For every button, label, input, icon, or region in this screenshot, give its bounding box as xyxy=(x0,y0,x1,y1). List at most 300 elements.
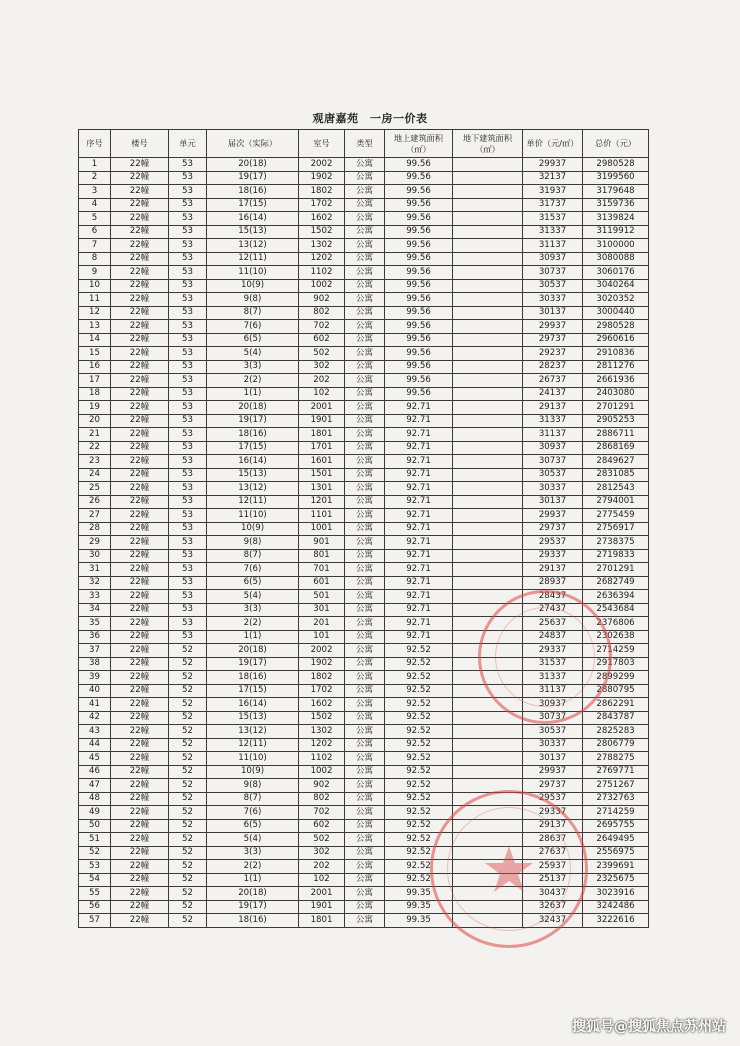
cell-unit: 52 xyxy=(169,752,207,766)
cell-unit: 53 xyxy=(169,225,207,239)
cell-above-area: 92.71 xyxy=(385,590,453,604)
cell-total-price: 3020352 xyxy=(583,293,649,307)
cell-floor: 7(6) xyxy=(207,806,299,820)
cell-unit-price: 26737 xyxy=(523,374,583,388)
cell-total-price: 2960616 xyxy=(583,333,649,347)
cell-unit: 53 xyxy=(169,563,207,577)
cell-room: 102 xyxy=(299,387,345,401)
cell-type: 公寓 xyxy=(345,495,385,509)
cell-floor: 5(4) xyxy=(207,590,299,604)
cell-index: 19 xyxy=(79,401,111,415)
cell-building: 22幢 xyxy=(111,711,169,725)
cell-unit-price: 30937 xyxy=(523,698,583,712)
cell-type: 公寓 xyxy=(345,873,385,887)
cell-floor: 8(7) xyxy=(207,306,299,320)
cell-room: 1001 xyxy=(299,522,345,536)
cell-room: 1501 xyxy=(299,468,345,482)
cell-index: 22 xyxy=(79,441,111,455)
cell-total-price: 2788275 xyxy=(583,752,649,766)
cell-building: 22幢 xyxy=(111,752,169,766)
cell-room: 802 xyxy=(299,792,345,806)
cell-unit-price: 29337 xyxy=(523,549,583,563)
cell-floor: 17(15) xyxy=(207,441,299,455)
table-row xyxy=(79,387,649,401)
cell-total-price: 3222616 xyxy=(583,914,649,928)
cell-above-area: 92.71 xyxy=(385,576,453,590)
cell-type: 公寓 xyxy=(345,225,385,239)
cell-index: 28 xyxy=(79,522,111,536)
cell-room: 1602 xyxy=(299,698,345,712)
cell-floor: 19(17) xyxy=(207,171,299,185)
cell-unit: 53 xyxy=(169,387,207,401)
cell-floor: 8(7) xyxy=(207,549,299,563)
cell-above-area: 92.71 xyxy=(385,441,453,455)
cell-above-area: 92.52 xyxy=(385,671,453,685)
cell-index: 1 xyxy=(79,158,111,172)
cell-above-area: 92.71 xyxy=(385,428,453,442)
cell-type: 公寓 xyxy=(345,711,385,725)
cell-type: 公寓 xyxy=(345,185,385,199)
cell-unit: 52 xyxy=(169,833,207,847)
cell-total-price: 2719833 xyxy=(583,549,649,563)
cell-above-area: 99.56 xyxy=(385,239,453,253)
cell-above-area: 92.52 xyxy=(385,806,453,820)
cell-room: 302 xyxy=(299,846,345,860)
cell-below-area xyxy=(453,536,523,550)
table-row xyxy=(79,374,649,388)
cell-unit: 52 xyxy=(169,819,207,833)
cell-above-area: 92.52 xyxy=(385,725,453,739)
cell-floor: 13(12) xyxy=(207,239,299,253)
table-row xyxy=(79,482,649,496)
cell-type: 公寓 xyxy=(345,455,385,469)
cell-below-area xyxy=(453,752,523,766)
cell-type: 公寓 xyxy=(345,212,385,226)
cell-floor: 10(9) xyxy=(207,765,299,779)
cell-index: 5 xyxy=(79,212,111,226)
cell-room: 802 xyxy=(299,306,345,320)
cell-type: 公寓 xyxy=(345,644,385,658)
cell-unit: 52 xyxy=(169,806,207,820)
cell-total-price: 2701291 xyxy=(583,563,649,577)
cell-floor: 20(18) xyxy=(207,887,299,901)
cell-unit-price: 29937 xyxy=(523,320,583,334)
cell-building: 22幢 xyxy=(111,792,169,806)
cell-above-area: 92.52 xyxy=(385,792,453,806)
cell-unit-price: 30937 xyxy=(523,441,583,455)
cell-total-price: 2756917 xyxy=(583,522,649,536)
cell-type: 公寓 xyxy=(345,468,385,482)
cell-unit: 52 xyxy=(169,873,207,887)
cell-index: 43 xyxy=(79,725,111,739)
cell-above-area: 99.35 xyxy=(385,914,453,928)
cell-above-area: 99.56 xyxy=(385,347,453,361)
cell-below-area xyxy=(453,428,523,442)
table-row xyxy=(79,360,649,374)
col-header-room: 室号 xyxy=(299,130,345,158)
cell-room: 1801 xyxy=(299,428,345,442)
cell-floor: 18(16) xyxy=(207,914,299,928)
cell-type: 公寓 xyxy=(345,293,385,307)
cell-above-area: 99.56 xyxy=(385,266,453,280)
cell-total-price: 2811276 xyxy=(583,360,649,374)
cell-floor: 2(2) xyxy=(207,374,299,388)
cell-total-price: 3080088 xyxy=(583,252,649,266)
cell-floor: 5(4) xyxy=(207,833,299,847)
cell-index: 33 xyxy=(79,590,111,604)
cell-total-price: 2701291 xyxy=(583,401,649,415)
cell-index: 27 xyxy=(79,509,111,523)
table-row xyxy=(79,522,649,536)
cell-unit: 52 xyxy=(169,846,207,860)
cell-type: 公寓 xyxy=(345,738,385,752)
cell-index: 23 xyxy=(79,455,111,469)
table-row xyxy=(79,725,649,739)
cell-above-area: 92.71 xyxy=(385,509,453,523)
cell-building: 22幢 xyxy=(111,900,169,914)
cell-above-area: 92.71 xyxy=(385,401,453,415)
cell-above-area: 92.52 xyxy=(385,657,453,671)
cell-total-price: 2831085 xyxy=(583,468,649,482)
cell-type: 公寓 xyxy=(345,590,385,604)
cell-unit-price: 31537 xyxy=(523,212,583,226)
cell-type: 公寓 xyxy=(345,617,385,631)
cell-above-area: 92.71 xyxy=(385,603,453,617)
cell-floor: 12(11) xyxy=(207,252,299,266)
cell-building: 22幢 xyxy=(111,779,169,793)
cell-below-area xyxy=(453,468,523,482)
cell-below-area xyxy=(453,495,523,509)
cell-index: 4 xyxy=(79,198,111,212)
cell-total-price: 2849627 xyxy=(583,455,649,469)
cell-room: 702 xyxy=(299,806,345,820)
cell-unit-price: 29937 xyxy=(523,158,583,172)
cell-total-price: 3100000 xyxy=(583,239,649,253)
table-row xyxy=(79,266,649,280)
cell-building: 22幢 xyxy=(111,266,169,280)
cell-below-area xyxy=(453,374,523,388)
cell-above-area: 99.56 xyxy=(385,279,453,293)
cell-room: 2001 xyxy=(299,401,345,415)
cell-below-area xyxy=(453,320,523,334)
cell-unit-price: 30737 xyxy=(523,455,583,469)
cell-building: 22幢 xyxy=(111,347,169,361)
cell-unit-price: 31137 xyxy=(523,239,583,253)
cell-unit: 53 xyxy=(169,347,207,361)
cell-floor: 1(1) xyxy=(207,873,299,887)
table-row xyxy=(79,738,649,752)
cell-total-price: 3139824 xyxy=(583,212,649,226)
table-row xyxy=(79,576,649,590)
cell-unit: 52 xyxy=(169,914,207,928)
cell-total-price: 2825283 xyxy=(583,725,649,739)
col-header-below-area: 地下建筑面积（㎡） xyxy=(453,130,523,158)
cell-index: 36 xyxy=(79,630,111,644)
table-row xyxy=(79,239,649,253)
cell-building: 22幢 xyxy=(111,738,169,752)
cell-unit-price: 24837 xyxy=(523,630,583,644)
cell-type: 公寓 xyxy=(345,279,385,293)
cell-floor: 7(6) xyxy=(207,563,299,577)
cell-index: 46 xyxy=(79,765,111,779)
cell-type: 公寓 xyxy=(345,320,385,334)
cell-type: 公寓 xyxy=(345,414,385,428)
cell-room: 1502 xyxy=(299,711,345,725)
cell-floor: 1(1) xyxy=(207,387,299,401)
cell-room: 202 xyxy=(299,860,345,874)
cell-total-price: 2862291 xyxy=(583,698,649,712)
cell-index: 14 xyxy=(79,333,111,347)
cell-total-price: 2899299 xyxy=(583,671,649,685)
table-row xyxy=(79,320,649,334)
cell-unit: 52 xyxy=(169,792,207,806)
cell-index: 25 xyxy=(79,482,111,496)
cell-unit: 52 xyxy=(169,671,207,685)
cell-above-area: 99.56 xyxy=(385,185,453,199)
cell-unit: 53 xyxy=(169,171,207,185)
cell-room: 301 xyxy=(299,603,345,617)
cell-total-price: 2403080 xyxy=(583,387,649,401)
cell-room: 502 xyxy=(299,833,345,847)
cell-room: 602 xyxy=(299,333,345,347)
cell-building: 22幢 xyxy=(111,320,169,334)
cell-unit: 52 xyxy=(169,684,207,698)
cell-building: 22幢 xyxy=(111,293,169,307)
cell-total-price: 2794001 xyxy=(583,495,649,509)
cell-index: 57 xyxy=(79,914,111,928)
col-header-floor: 届次（实际） xyxy=(207,130,299,158)
cell-type: 公寓 xyxy=(345,806,385,820)
cell-room: 202 xyxy=(299,374,345,388)
cell-above-area: 92.71 xyxy=(385,563,453,577)
cell-building: 22幢 xyxy=(111,239,169,253)
cell-building: 22幢 xyxy=(111,590,169,604)
col-header-type: 类型 xyxy=(345,130,385,158)
cell-unit-price: 29137 xyxy=(523,563,583,577)
cell-unit-price: 30437 xyxy=(523,887,583,901)
cell-unit-price: 29537 xyxy=(523,536,583,550)
cell-building: 22幢 xyxy=(111,873,169,887)
cell-room: 2002 xyxy=(299,158,345,172)
table-row xyxy=(79,198,649,212)
cell-total-price: 2775459 xyxy=(583,509,649,523)
table-row xyxy=(79,428,649,442)
cell-type: 公寓 xyxy=(345,698,385,712)
company-seal xyxy=(478,590,612,724)
cell-building: 22幢 xyxy=(111,914,169,928)
cell-unit-price: 30337 xyxy=(523,293,583,307)
cell-unit-price: 24137 xyxy=(523,387,583,401)
cell-total-price: 2917803 xyxy=(583,657,649,671)
col-header-unit: 单元 xyxy=(169,130,207,158)
cell-above-area: 99.35 xyxy=(385,900,453,914)
cell-index: 12 xyxy=(79,306,111,320)
cell-above-area: 92.52 xyxy=(385,698,453,712)
cell-above-area: 99.56 xyxy=(385,320,453,334)
cell-type: 公寓 xyxy=(345,819,385,833)
cell-floor: 5(4) xyxy=(207,347,299,361)
cell-unit: 52 xyxy=(169,738,207,752)
cell-type: 公寓 xyxy=(345,158,385,172)
cell-room: 901 xyxy=(299,536,345,550)
cell-index: 2 xyxy=(79,171,111,185)
table-row xyxy=(79,455,649,469)
cell-unit: 52 xyxy=(169,698,207,712)
cell-type: 公寓 xyxy=(345,563,385,577)
cell-above-area: 99.56 xyxy=(385,387,453,401)
cell-floor: 12(11) xyxy=(207,495,299,509)
cell-floor: 16(14) xyxy=(207,698,299,712)
cell-building: 22幢 xyxy=(111,509,169,523)
cell-building: 22幢 xyxy=(111,441,169,455)
cell-unit: 53 xyxy=(169,293,207,307)
cell-floor: 6(5) xyxy=(207,333,299,347)
cell-room: 1201 xyxy=(299,495,345,509)
cell-unit: 52 xyxy=(169,657,207,671)
table-row xyxy=(79,468,649,482)
cell-index: 44 xyxy=(79,738,111,752)
table-header-row xyxy=(79,130,649,158)
cell-unit: 53 xyxy=(169,279,207,293)
cell-floor: 2(2) xyxy=(207,860,299,874)
cell-building: 22幢 xyxy=(111,536,169,550)
cell-type: 公寓 xyxy=(345,549,385,563)
cell-unit-price: 27437 xyxy=(523,603,583,617)
cell-above-area: 92.71 xyxy=(385,414,453,428)
cell-index: 39 xyxy=(79,671,111,685)
cell-unit-price: 31337 xyxy=(523,414,583,428)
cell-floor: 8(7) xyxy=(207,792,299,806)
cell-room: 1701 xyxy=(299,441,345,455)
cell-total-price: 3119912 xyxy=(583,225,649,239)
cell-floor: 3(3) xyxy=(207,846,299,860)
cell-total-price: 2714259 xyxy=(583,806,649,820)
cell-below-area xyxy=(453,401,523,415)
cell-above-area: 99.56 xyxy=(385,374,453,388)
table-row xyxy=(79,509,649,523)
cell-unit: 53 xyxy=(169,401,207,415)
cell-unit-price: 25137 xyxy=(523,873,583,887)
document-title: 观唐嘉苑 一房一价表 xyxy=(312,112,428,125)
cell-unit-price: 30337 xyxy=(523,738,583,752)
cell-room: 1102 xyxy=(299,752,345,766)
cell-unit-price: 30537 xyxy=(523,279,583,293)
cell-index: 8 xyxy=(79,252,111,266)
cell-index: 18 xyxy=(79,387,111,401)
cell-type: 公寓 xyxy=(345,522,385,536)
cell-index: 34 xyxy=(79,603,111,617)
cell-building: 22幢 xyxy=(111,401,169,415)
cell-room: 602 xyxy=(299,819,345,833)
cell-type: 公寓 xyxy=(345,887,385,901)
cell-total-price: 3159736 xyxy=(583,198,649,212)
cell-above-area: 99.56 xyxy=(385,198,453,212)
cell-floor: 20(18) xyxy=(207,401,299,415)
cell-total-price: 2732763 xyxy=(583,792,649,806)
cell-unit: 53 xyxy=(169,590,207,604)
cell-building: 22幢 xyxy=(111,522,169,536)
cell-unit: 53 xyxy=(169,495,207,509)
cell-type: 公寓 xyxy=(345,266,385,280)
cell-room: 1302 xyxy=(299,239,345,253)
cell-unit: 53 xyxy=(169,536,207,550)
cell-below-area xyxy=(453,563,523,577)
cell-room: 1902 xyxy=(299,171,345,185)
cell-type: 公寓 xyxy=(345,441,385,455)
cell-room: 1901 xyxy=(299,414,345,428)
cell-room: 1902 xyxy=(299,657,345,671)
cell-above-area: 92.52 xyxy=(385,738,453,752)
cell-unit: 52 xyxy=(169,887,207,901)
table-row xyxy=(79,779,649,793)
cell-floor: 3(3) xyxy=(207,603,299,617)
cell-unit-price: 31337 xyxy=(523,671,583,685)
cell-floor: 11(10) xyxy=(207,266,299,280)
cell-unit: 53 xyxy=(169,306,207,320)
cell-below-area xyxy=(453,522,523,536)
cell-unit-price: 29737 xyxy=(523,779,583,793)
cell-room: 2002 xyxy=(299,644,345,658)
cell-unit: 53 xyxy=(169,549,207,563)
cell-unit-price: 27637 xyxy=(523,846,583,860)
cell-type: 公寓 xyxy=(345,401,385,415)
seal-inner-ring xyxy=(495,607,595,707)
cell-floor: 19(17) xyxy=(207,900,299,914)
cell-below-area xyxy=(453,765,523,779)
cell-type: 公寓 xyxy=(345,576,385,590)
cell-index: 38 xyxy=(79,657,111,671)
cell-above-area: 92.52 xyxy=(385,873,453,887)
cell-building: 22幢 xyxy=(111,306,169,320)
cell-floor: 18(16) xyxy=(207,428,299,442)
cell-type: 公寓 xyxy=(345,657,385,671)
cell-building: 22幢 xyxy=(111,252,169,266)
cell-type: 公寓 xyxy=(345,252,385,266)
cell-unit-price: 29937 xyxy=(523,765,583,779)
cell-above-area: 99.56 xyxy=(385,360,453,374)
cell-building: 22幢 xyxy=(111,887,169,901)
cell-total-price: 2769771 xyxy=(583,765,649,779)
cell-unit-price: 29337 xyxy=(523,644,583,658)
table-row xyxy=(79,792,649,806)
cell-type: 公寓 xyxy=(345,846,385,860)
cell-floor: 11(10) xyxy=(207,752,299,766)
cell-building: 22幢 xyxy=(111,860,169,874)
cell-unit-price: 30337 xyxy=(523,482,583,496)
cell-building: 22幢 xyxy=(111,603,169,617)
cell-unit-price: 29737 xyxy=(523,522,583,536)
cell-index: 30 xyxy=(79,549,111,563)
cell-floor: 10(9) xyxy=(207,522,299,536)
cell-unit: 53 xyxy=(169,468,207,482)
table-row xyxy=(79,441,649,455)
cell-building: 22幢 xyxy=(111,725,169,739)
table-row xyxy=(79,536,649,550)
cell-building: 22幢 xyxy=(111,630,169,644)
company-seal-lower xyxy=(430,790,588,948)
cell-building: 22幢 xyxy=(111,806,169,820)
cell-room: 1802 xyxy=(299,671,345,685)
cell-type: 公寓 xyxy=(345,482,385,496)
cell-type: 公寓 xyxy=(345,684,385,698)
cell-unit-price: 32437 xyxy=(523,914,583,928)
cell-unit: 53 xyxy=(169,441,207,455)
cell-unit: 52 xyxy=(169,900,207,914)
cell-total-price: 2695755 xyxy=(583,819,649,833)
cell-index: 53 xyxy=(79,860,111,874)
cell-room: 1202 xyxy=(299,738,345,752)
cell-unit-price: 30137 xyxy=(523,306,583,320)
